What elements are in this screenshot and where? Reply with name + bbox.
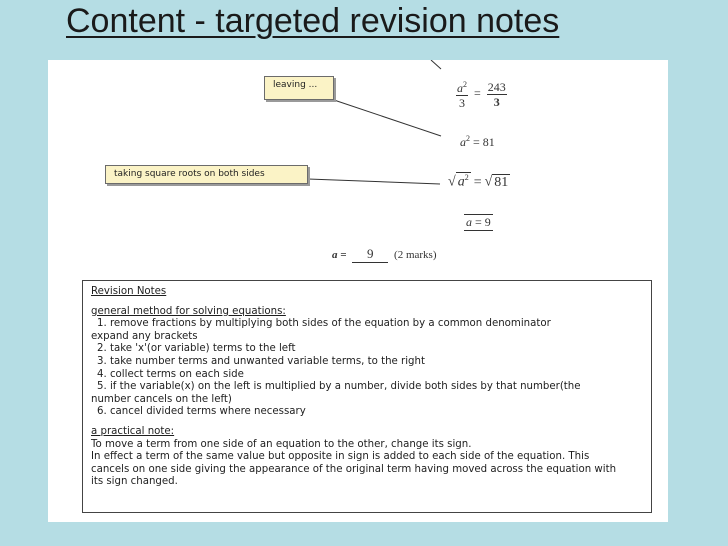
method-line: expand any brackets (91, 330, 198, 342)
method-line: 1. remove fractions by multiplying both sides of the equation by a common denominator (97, 318, 551, 330)
practical-line: In effect a term of the same value but opposite in sign is added to each side of the equation. This (91, 451, 590, 463)
equation-step-4: a = 9 (466, 215, 491, 229)
method-line: number cancels on the left) (91, 393, 232, 405)
worksheet-page (48, 60, 668, 522)
equation-step-1: $\frac{a^2}{3}$ = $\frac{243}{3}$ (457, 79, 506, 110)
method-line: 5. if the variable(x) on the left is multiplied by a number, divide both sides by that number(the (97, 381, 581, 393)
method-line: 2. take 'x'(or variable) terms to the left (97, 343, 296, 355)
method-line: 3. take number terms and unwanted variable terms, to the right (97, 355, 425, 367)
method-heading: general method for solving equations: (91, 305, 286, 317)
leaving-leader-line (334, 100, 441, 136)
method-line: 4. collect terms on each side (97, 368, 244, 380)
practical-line: its sign changed. (91, 476, 178, 488)
fraction-rhs: $\frac{243}{3}$ (487, 79, 506, 109)
callout-leaving (264, 76, 334, 100)
equation-step-2: $a^2 = 81$ (460, 134, 495, 149)
fraction-lhs: $\frac{a^2}{3}$ (457, 80, 467, 110)
answer-line: a = 9 (2 marks) (332, 246, 437, 261)
practical-line: To move a term from one side of an equation to the other, change its sign. (91, 438, 472, 450)
equation-step-3: √ $a^2$ = √ 81 (448, 173, 509, 190)
sqrt-leader-line (308, 179, 440, 184)
slide-title: Content - targeted revision notes (66, 2, 560, 40)
revision-notes-box (82, 280, 652, 513)
callout-square-roots-text: taking square roots on both sides (114, 169, 265, 179)
sqrt-symbol-rhs: √ (484, 174, 493, 190)
revision-notes-heading: Revision Notes (91, 286, 167, 297)
practical-line: cancels on one side giving the appearance of the original term having moved across the equation with (91, 463, 617, 475)
callout-square-roots (105, 165, 308, 184)
top-leader-line (431, 60, 441, 69)
method-line: 6. cancel divided terms where necessary (97, 406, 306, 418)
sqrt-symbol-lhs: √ (448, 174, 456, 190)
callout-leaving-text: leaving ... (273, 80, 318, 90)
practical-heading: a practical note: (91, 425, 175, 437)
answer-marks: (2 marks) (394, 249, 437, 261)
answer-value: 9 (352, 246, 388, 263)
